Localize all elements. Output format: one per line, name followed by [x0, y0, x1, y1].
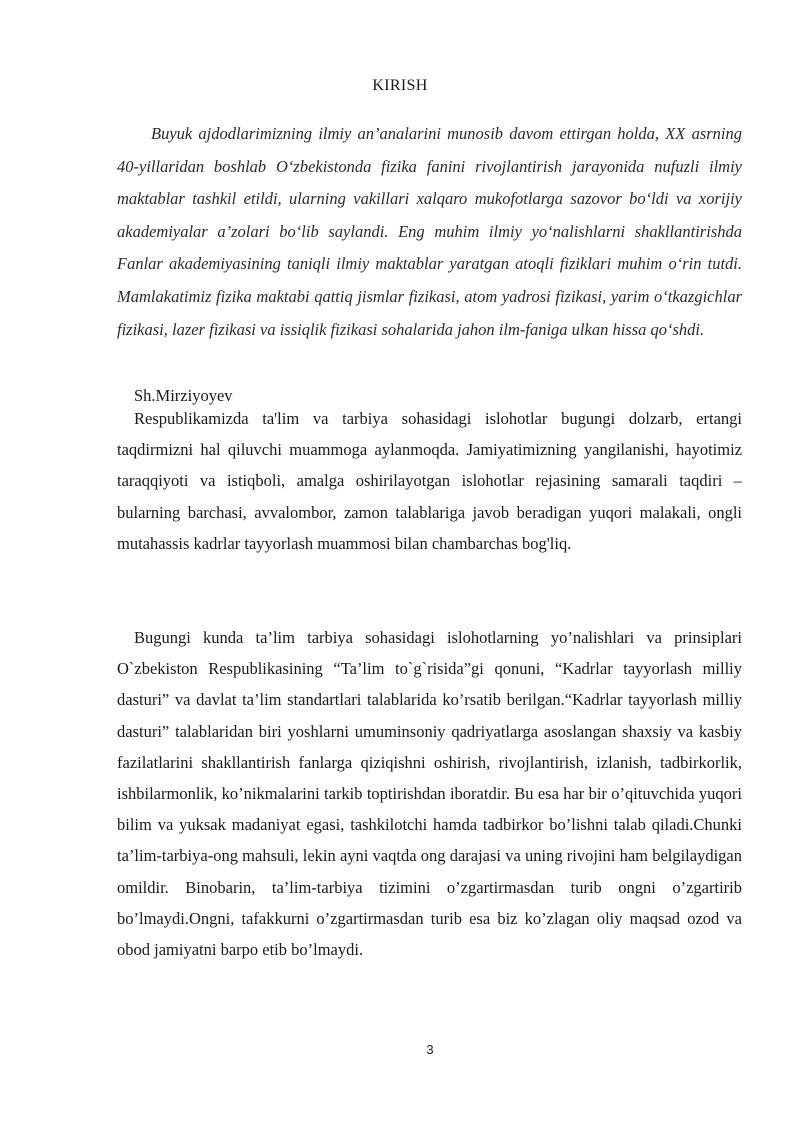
- epigraph-quote: Buyuk ajdodlarimizning ilmiy an’analarini munosib davom ettirgan holda, XX asrning 40-yillaridan boshlab O‘zbekistonda fizika fanini rivojlantirish jarayonida nufuzli ilmiy maktablar tashkil etildi, ularning vakillari xalqaro mukofotlarga sazovor bo‘ldi va xorijiy akademiyalar a’zolari bo‘lib saylandi. Eng muhim ilmiy yo‘nalishlarni shakllantirishda Fanlar akademiyasining taniqli ilmiy maktablar yaratgan atoqli fiziklari muhim o‘rin tutdi. Mamlakatimiz fizika maktabi qattiq jismlar fizikasi, atom yadrosi fizikasi, yarim o‘tkazgichlar fizikasi, lazer fizikasi va issiqlik fizikasi sohalarida jahon ilm-faniga ulkan hissa qo‘shdi.: [117, 124, 742, 339]
- section-title: KIRISH: [372, 77, 428, 94]
- epigraph-author: Sh.Mirziyoyev: [134, 386, 233, 405]
- page-number: 3: [426, 1042, 434, 1057]
- body-paragraph: Bugungi kunda ta’lim tarbiya sohasidagi islohotlarning yo’nalishlari va prinsiplari O`zbekiston Respublikasining “Ta’lim to`g`risida”gi qonuni, “Kadrlar tayyorlash milliy dasturi” va davlat ta’lim standartlari talablarida ko’rsatib berilgan.“Kadrlar tayyorlash milliy dasturi” talablaridan biri yoshlarni umuminsoniy qadriyatlarga asoslangan shaxsiy va kasbiy fazilatlarini shakllantirish fanlarga qiziqishni oshirish, rivojlantirish, izlanish, tadbirkorlik, ishbilarmonlik, ko’nikmalarini tarkib toptirishdan iboratdir. Bu esa har bir o’qituvchida yuqori bilim va yuksak madaniyat egasi, tashkilotchi hamda tadbirkor bo’lishni talab qiladi.Chunki ta’lim-tarbiya-ong mahsuli, lekin ayni vaqtda ong darajasi va uning rivojini ham belgilaydigan omildir. Binobarin, ta’lim-tarbiya tizimini o’zgartirmasdan turib ongni o’zgartirib bo’lmaydi.Ongni, tafakkurni o’zgartirmasdan turib esa biz ko’zlagan oliy maqsad ozod va obod jamiyatni barpo etib bo’lmaydi.: [117, 628, 742, 960]
- body-paragraph: Respublikamizda ta'lim va tarbiya sohasidagi islohotlar bugungi dolzarb, ertangi taqdirmizni hal qiluvchi muammoga aylanmoqda. Jamiyatimizning yangilanishi, hayotimiz taraqqiyoti va istiqboli, amalga oshirilayotgan islohotlar rejasining samarali taqdiri – bularning barchasi, avvalombor, zamon talablariga javob beradigan yuqori malakali, ongli mutahassis kadrlar tayyorlash muammosi bilan chambarchas bog'liq.: [117, 409, 742, 553]
